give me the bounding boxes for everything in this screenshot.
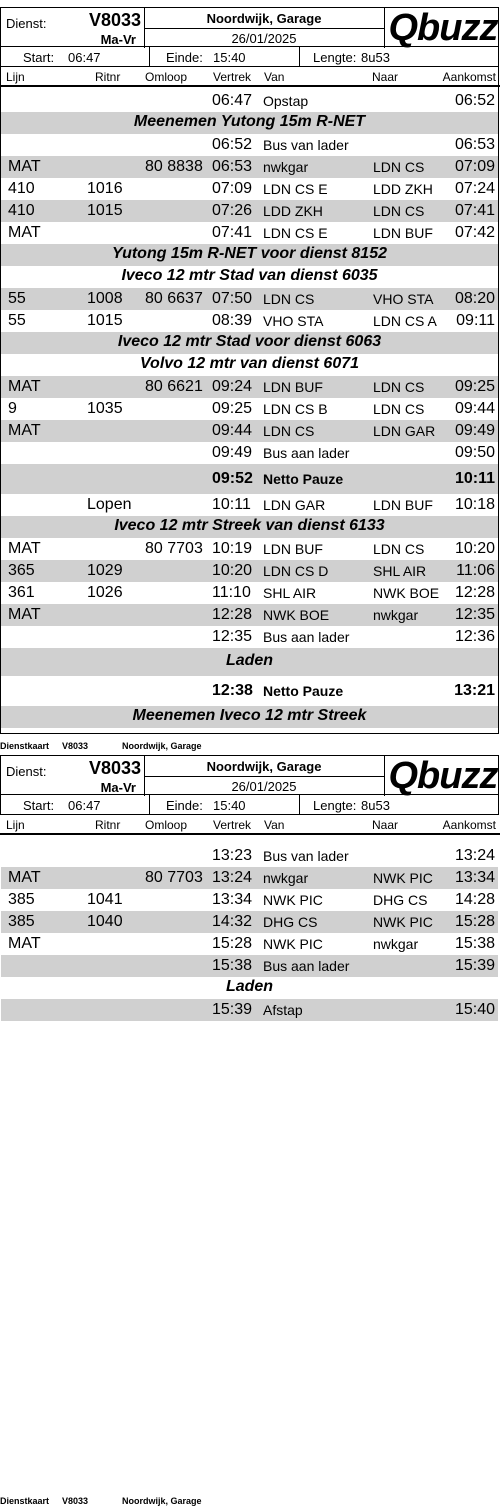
- van-cell: nwkgar: [263, 159, 309, 175]
- trip-row: [1, 442, 498, 464]
- garage-location: Noordwijk, Garage: [206, 759, 322, 774]
- aankomst-cell: 08:20: [454, 290, 495, 307]
- section-title: Volvo 12 mtr van dienst 6071: [139, 355, 360, 372]
- lijn-cell: 365: [8, 562, 35, 579]
- aankomst-cell: 12:36: [454, 628, 495, 645]
- omloop-cell: 80 6637: [145, 290, 203, 307]
- aankomst-cell: 09:49: [454, 422, 495, 439]
- ritnr-cell: 1026: [87, 584, 123, 601]
- divider: [299, 795, 300, 815]
- col-aankomst: Aankomst: [442, 818, 496, 832]
- lengte-value: 8u53: [361, 798, 390, 813]
- van-cell: DHG CS: [263, 914, 318, 930]
- aankomst-cell: 07:42: [454, 224, 495, 241]
- lijn-cell: 385: [8, 891, 35, 908]
- divider: [149, 795, 150, 815]
- lengte-label: Lengte:: [313, 798, 357, 813]
- divider: [144, 28, 384, 29]
- service-days: Ma-Vr: [100, 32, 136, 47]
- trip-row: [1, 222, 498, 244]
- van-cell: Opstap: [263, 93, 309, 109]
- naar-cell: LDN CS: [373, 401, 425, 417]
- lijn-cell: MAT: [8, 422, 41, 439]
- section-heading-row: [1, 332, 498, 354]
- aankomst-cell: 09:25: [454, 378, 495, 395]
- start-label: Start:: [23, 798, 55, 813]
- lijn-cell: MAT: [8, 158, 41, 175]
- ritnr-cell: 1040: [87, 913, 123, 930]
- vertrek-cell: 15:28: [212, 935, 253, 952]
- lijn-cell: 410: [8, 180, 35, 197]
- ritnr-cell: 1015: [87, 312, 123, 329]
- aankomst-cell: 15:38: [454, 935, 495, 952]
- schedule-rows: [1, 845, 498, 1021]
- vertrek-cell: 14:32: [212, 913, 253, 930]
- section-title: Laden: [225, 652, 274, 669]
- lengte-label: Lengte:: [313, 50, 357, 65]
- naar-cell: nwkgar: [373, 607, 419, 623]
- section-heading-row: [1, 516, 498, 538]
- van-cell: Bus aan lader: [263, 629, 350, 645]
- vertrek-cell: 13:24: [212, 869, 253, 886]
- trip-row: [1, 955, 498, 977]
- section-title: Meenemen Iveco 12 mtr Streek: [132, 707, 367, 724]
- qbuzz-logo: Qbuzz: [388, 7, 498, 49]
- vertrek-cell: 09:24: [212, 378, 253, 395]
- start-value: 06:47: [68, 50, 101, 65]
- omloop-cell: 80 6621: [145, 378, 203, 395]
- divider: [384, 756, 385, 796]
- aankomst-cell: 07:09: [454, 158, 495, 175]
- einde-value: 15:40: [213, 798, 246, 813]
- van-cell: NWK BOE: [263, 607, 330, 623]
- aankomst-cell: 10:18: [454, 496, 495, 513]
- vertrek-cell: 15:39: [212, 1001, 253, 1018]
- footer-label: Dienstkaart: [0, 741, 50, 751]
- trip-row: [1, 310, 498, 332]
- dienst-label: Dienst:: [6, 16, 47, 31]
- vertrek-cell: 10:11: [212, 496, 251, 513]
- footer-code: V8033: [62, 1496, 89, 1506]
- section-title: Meenemen Yutong 15m R-NET: [133, 113, 366, 130]
- vertrek-cell: 10:19: [212, 540, 253, 557]
- omloop-cell: 80 8838: [145, 158, 203, 175]
- trip-row: [1, 582, 498, 604]
- van-cell: Bus aan lader: [263, 958, 350, 974]
- naar-cell: LDN CS A: [373, 313, 437, 329]
- col-omloop: Omloop: [145, 70, 188, 84]
- aankomst-cell: 15:40: [454, 1001, 495, 1018]
- einde-label: Einde:: [166, 798, 203, 813]
- van-cell: Bus van lader: [263, 848, 349, 864]
- trip-row: [1, 494, 498, 516]
- vertrek-cell: 07:41: [212, 224, 253, 241]
- van-cell: Netto Pauze: [263, 471, 344, 487]
- einde-value: 15:40: [213, 50, 246, 65]
- col-van: Van: [264, 70, 285, 84]
- vertrek-cell: 13:23: [212, 847, 253, 864]
- divider: [384, 8, 385, 48]
- trip-row: [1, 398, 498, 420]
- lijn-cell: 385: [8, 913, 35, 930]
- aankomst-cell: 10:20: [454, 540, 495, 557]
- section-title: Yutong 15m R-NET voor dienst 8152: [111, 245, 387, 262]
- footer-label: Dienstkaart: [0, 1496, 50, 1506]
- lijn-cell: MAT: [8, 224, 41, 241]
- aankomst-cell: 07:41: [454, 202, 495, 219]
- lijn-cell: MAT: [8, 378, 41, 395]
- aankomst-cell: 13:21: [454, 682, 495, 699]
- naar-cell: SHL AIR: [373, 563, 427, 579]
- van-cell: NWK PIC: [263, 936, 323, 952]
- van-cell: Netto Pauze: [263, 683, 344, 699]
- section-heading-row: [1, 266, 498, 288]
- omloop-cell: 80 7703: [145, 540, 203, 557]
- aankomst-cell: 15:39: [454, 957, 495, 974]
- van-cell: LDD ZKH: [263, 203, 323, 219]
- naar-cell: nwkgar: [373, 936, 419, 952]
- vertrek-cell: 12:38: [212, 682, 253, 699]
- col-lijn: Lijn: [6, 70, 25, 84]
- divider: [149, 47, 150, 67]
- einde-label: Einde:: [166, 50, 203, 65]
- trip-row: [1, 200, 498, 222]
- lijn-cell: 410: [8, 202, 35, 219]
- vertrek-cell: 10:20: [212, 562, 253, 579]
- aankomst-cell: 11:06: [456, 562, 495, 579]
- naar-cell: LDN BUF: [373, 497, 433, 513]
- van-cell: LDN CS B: [263, 401, 328, 417]
- ritnr-cell: 1016: [87, 180, 123, 197]
- naar-cell: DHG CS: [373, 892, 428, 908]
- footer-location: Noordwijk, Garage: [122, 1496, 202, 1506]
- lijn-cell: 55: [8, 290, 26, 307]
- pause-row: [1, 676, 498, 706]
- col-vertrek: Vertrek: [213, 70, 252, 84]
- van-cell: LDN BUF: [263, 541, 323, 557]
- van-cell: Bus aan lader: [263, 445, 350, 461]
- trip-row: [1, 999, 498, 1021]
- aankomst-cell: 09:44: [454, 400, 495, 417]
- dienstkaart-page-1: [0, 7, 500, 734]
- section-heading-row: [1, 977, 498, 999]
- section-title: Iveco 12 mtr Stad van dienst 6035: [121, 267, 378, 284]
- column-headers: [0, 816, 500, 835]
- footer-code: V8033: [62, 741, 89, 751]
- col-vertrek: Vertrek: [213, 818, 252, 832]
- aankomst-cell: 09:50: [454, 444, 495, 461]
- lijn-cell: MAT: [8, 869, 41, 886]
- van-cell: Bus van lader: [263, 137, 349, 153]
- ritnr-cell: Lopen: [87, 496, 132, 513]
- trip-row: [1, 376, 498, 398]
- lijn-cell: MAT: [8, 606, 41, 623]
- trip-row: [1, 538, 498, 560]
- service-days: Ma-Vr: [100, 780, 136, 795]
- trip-row: [1, 889, 498, 911]
- ritnr-cell: 1041: [87, 891, 123, 908]
- lijn-cell: 55: [8, 312, 26, 329]
- dienst-code: V8033: [88, 758, 141, 778]
- aankomst-cell: 10:11: [454, 470, 495, 487]
- vertrek-cell: 12:35: [212, 628, 253, 645]
- card-header: [0, 755, 499, 795]
- aankomst-cell: 07:24: [454, 180, 495, 197]
- trip-row: [1, 933, 498, 955]
- vertrek-cell: 07:50: [212, 290, 253, 307]
- van-cell: LDN CS E: [263, 181, 328, 197]
- aankomst-cell: 09:11: [456, 312, 495, 329]
- naar-cell: LDD ZKH: [373, 181, 433, 197]
- trip-row: [1, 626, 498, 648]
- trip-row: [1, 560, 498, 582]
- van-cell: LDN CS: [263, 423, 315, 439]
- vertrek-cell: 12:28: [212, 606, 253, 623]
- lijn-cell: 9: [8, 400, 17, 417]
- naar-cell: LDN CS: [373, 203, 425, 219]
- van-cell: LDN CS D: [263, 563, 329, 579]
- trip-row: [1, 156, 498, 178]
- pause-row: [1, 464, 498, 494]
- section-title: Iveco 12 mtr Stad voor dienst 6063: [117, 333, 382, 350]
- aankomst-cell: 14:28: [454, 891, 495, 908]
- vertrek-cell: 09:49: [212, 444, 253, 461]
- trip-row: [1, 178, 498, 200]
- van-cell: SHL AIR: [263, 585, 317, 601]
- dienstkaart-page-2: [0, 755, 500, 1018]
- trip-row: [1, 420, 498, 442]
- section-heading-row: [1, 112, 498, 134]
- section-heading-row: [1, 354, 498, 376]
- naar-cell: LDN GAR: [373, 423, 436, 439]
- divider: [299, 47, 300, 67]
- lijn-cell: 361: [8, 584, 35, 601]
- aankomst-cell: 06:53: [454, 136, 495, 153]
- vertrek-cell: 11:10: [212, 584, 251, 601]
- garage-location: Noordwijk, Garage: [206, 11, 322, 26]
- trip-row: [1, 911, 498, 933]
- aankomst-cell: 06:52: [454, 92, 495, 109]
- trip-row: [1, 604, 498, 626]
- vertrek-cell: 09:44: [212, 422, 253, 439]
- vertrek-cell: 07:09: [212, 180, 253, 197]
- lijn-cell: MAT: [8, 935, 41, 952]
- service-date: 26/01/2025: [231, 31, 297, 46]
- vertrek-cell: 06:53: [212, 158, 253, 175]
- naar-cell: NWK PIC: [373, 870, 433, 886]
- col-ritnr: Ritnr: [95, 70, 121, 84]
- section-heading-row: [1, 648, 498, 676]
- lijn-cell: MAT: [8, 540, 41, 557]
- trip-row: [1, 288, 498, 310]
- trip-row: [1, 90, 498, 112]
- vertrek-cell: 07:26: [212, 202, 253, 219]
- section-title: Laden: [225, 978, 274, 995]
- qbuzz-logo: Qbuzz: [388, 755, 498, 797]
- section-heading-row: [1, 706, 498, 728]
- trip-row: [1, 134, 498, 156]
- ritnr-cell: 1035: [87, 400, 123, 417]
- naar-cell: LDN CS: [373, 379, 425, 395]
- times-bar: [0, 795, 499, 815]
- dienst-label: Dienst:: [6, 764, 47, 779]
- section-heading-row: [1, 244, 498, 266]
- ritnr-cell: 1029: [87, 562, 123, 579]
- divider: [144, 776, 384, 777]
- naar-cell: NWK PIC: [373, 914, 433, 930]
- col-naar: Naar: [372, 818, 399, 832]
- vertrek-cell: 06:47: [212, 92, 253, 109]
- van-cell: VHO STA: [263, 313, 324, 329]
- naar-cell: LDN CS: [373, 159, 425, 175]
- col-aankomst: Aankomst: [442, 70, 496, 84]
- trip-row: [1, 867, 498, 889]
- naar-cell: LDN CS: [373, 541, 425, 557]
- naar-cell: VHO STA: [373, 291, 434, 307]
- col-van: Van: [264, 818, 285, 832]
- vertrek-cell: 06:52: [212, 136, 253, 153]
- van-cell: nwkgar: [263, 870, 309, 886]
- times-bar: [0, 47, 499, 67]
- vertrek-cell: 09:52: [212, 470, 253, 487]
- vertrek-cell: 13:34: [212, 891, 253, 908]
- start-value: 06:47: [68, 798, 101, 813]
- van-cell: LDN GAR: [263, 497, 326, 513]
- van-cell: LDN CS E: [263, 225, 328, 241]
- start-label: Start:: [23, 50, 55, 65]
- van-cell: NWK PIC: [263, 892, 323, 908]
- service-date: 26/01/2025: [231, 779, 297, 794]
- vertrek-cell: 08:39: [212, 312, 253, 329]
- footer-location: Noordwijk, Garage: [122, 741, 202, 751]
- col-naar: Naar: [372, 70, 399, 84]
- lengte-value: 8u53: [361, 50, 390, 65]
- vertrek-cell: 09:25: [212, 400, 253, 417]
- naar-cell: LDN BUF: [373, 225, 433, 241]
- vertrek-cell: 15:38: [212, 957, 253, 974]
- aankomst-cell: 13:34: [454, 869, 495, 886]
- col-lijn: Lijn: [6, 818, 25, 832]
- section-title: Iveco 12 mtr Streek van dienst 6133: [114, 517, 385, 534]
- naar-cell: NWK BOE: [373, 585, 440, 601]
- aankomst-cell: 13:24: [454, 847, 495, 864]
- trip-row: [1, 845, 498, 867]
- schedule-rows: [1, 90, 498, 728]
- aankomst-cell: 12:28: [454, 584, 495, 601]
- col-omloop: Omloop: [145, 818, 188, 832]
- van-cell: Afstap: [263, 1002, 303, 1018]
- aankomst-cell: 12:35: [454, 606, 495, 623]
- van-cell: LDN CS: [263, 291, 315, 307]
- card-header: [0, 7, 499, 47]
- ritnr-cell: 1015: [87, 202, 123, 219]
- dienst-code: V8033: [88, 10, 141, 30]
- van-cell: LDN BUF: [263, 379, 323, 395]
- omloop-cell: 80 7703: [145, 869, 203, 886]
- ritnr-cell: 1008: [87, 290, 123, 307]
- aankomst-cell: 15:28: [454, 913, 495, 930]
- col-ritnr: Ritnr: [95, 818, 121, 832]
